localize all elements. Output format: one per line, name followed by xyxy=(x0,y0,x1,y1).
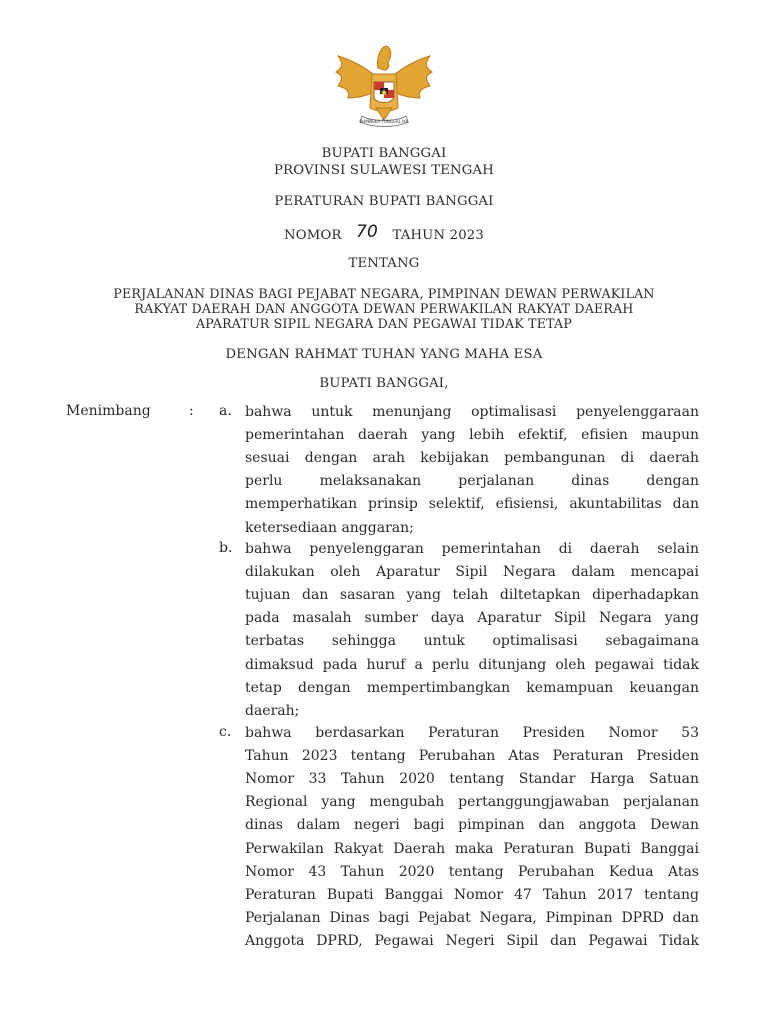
item-text-line: bahwa berdasarkan Peraturan Presiden Nomor 53 xyxy=(245,725,699,741)
regulation-title-line: APARATUR SIPIL NEGARA DAN PEGAWAI TIDAK TETAP xyxy=(195,316,573,331)
item-text-line: tetap dengan mempertimbangkan kemampuan keuangan xyxy=(245,679,699,696)
menimbang-label: Menimbang xyxy=(66,403,151,419)
tahun-label: TAHUN 2023 xyxy=(392,228,484,243)
item-text-line: tujuan dan sasaran yang telah diltetapkan diperhadapkan xyxy=(245,587,699,604)
item-text-line: daerah; xyxy=(245,702,300,719)
item-marker: a. xyxy=(219,403,232,419)
item-text-line: Regional yang mengubah pertanggungjawaban perjalanan xyxy=(245,794,699,811)
regulation-number xyxy=(0,224,768,244)
authority-line: BUPATI BANGGAI, xyxy=(319,376,449,391)
tentang-heading: TENTANG xyxy=(348,256,420,271)
item-text-line: Nomor 43 Tahun 2020 tentang Perubahan Kedua Atas xyxy=(245,863,699,880)
item-text-line: ketersediaan anggaran; xyxy=(245,519,414,536)
garuda-emblem-icon xyxy=(328,38,440,134)
blessing-line: DENGAN RAHMAT TUHAN YANG MAHA ESA xyxy=(225,347,543,362)
item-text-line: Perjalanan Dinas bagi Pejabat Negara, Pimpinan DPRD dan xyxy=(245,909,699,926)
nomor-label: NOMOR xyxy=(284,228,342,243)
item-text-line: Nomor 33 Tahun 2020 tentang Standar Harga Satuan xyxy=(245,771,699,788)
regulation-title-line: PERJALANAN DINAS BAGI PEJABAT NEGARA, PIMPINAN DEWAN PERWAKILAN xyxy=(113,286,655,301)
province-name: PROVINSI SULAWESI TENGAH xyxy=(274,163,494,178)
emblem-motto: BHINNEKA TUNGGAL IKA xyxy=(359,119,409,124)
regulation-title-line: RAKYAT DAERAH DAN ANGGOTA DEWAN PERWAKILAN RAKYAT DAERAH xyxy=(134,301,634,316)
item-text-line: pada masalah sumber daya Aparatur Sipil Negara yang xyxy=(245,610,699,627)
item-text-line: Tahun 2023 tentang Perubahan Atas Peraturan Presiden xyxy=(245,748,699,765)
item-marker: c. xyxy=(219,724,232,740)
item-text-line: dilakukan oleh Aparatur Sipil Negara dalam mencapai xyxy=(245,564,699,581)
item-marker: b. xyxy=(219,540,233,556)
menimbang-colon: : xyxy=(189,403,194,419)
regulation-type: PERATURAN BUPATI BANGGAI xyxy=(274,194,494,209)
item-text-line: Perwakilan Rakyat Daerah maka Peraturan Bupati Banggai xyxy=(245,840,699,857)
item-text-line: Anggota DPRD, Pegawai Negeri Sipil dan Pegawai Tidak xyxy=(245,932,699,949)
item-text-line: Peraturan Bupati Banggai Nomor 47 Tahun 2017 tentang xyxy=(245,886,699,903)
official-title: BUPATI BANGGAI xyxy=(321,146,447,161)
item-text-line: terbatas sehingga untuk optimalisasi sebagaimana xyxy=(245,633,699,650)
item-text-line: sesuai dengan arah kebijakan pembangunan di daerah xyxy=(245,450,699,467)
item-text-line: perlu melaksanakan perjalanan dinas dengan xyxy=(245,473,699,490)
item-text-line: bahwa penyelenggaran pemerintahan di daerah selain xyxy=(245,541,699,557)
nomor-value-handwritten: 70 xyxy=(356,222,379,242)
item-text-line: memperhatikan prinsip selektif, efisiensi, akuntabilitas dan xyxy=(245,496,699,513)
item-text-line: dimaksud pada huruf a perlu ditunjang oleh pegawai tidak xyxy=(245,656,699,673)
item-text-line: pemerintahan daerah yang lebih efektif, efisien maupun xyxy=(245,427,699,444)
item-text-line: bahwa untuk menunjang optimalisasi penyelenggaraan xyxy=(245,404,699,420)
item-text-line: dinas dalam negeri bagi pimpinan dan anggota Dewan xyxy=(245,817,699,834)
